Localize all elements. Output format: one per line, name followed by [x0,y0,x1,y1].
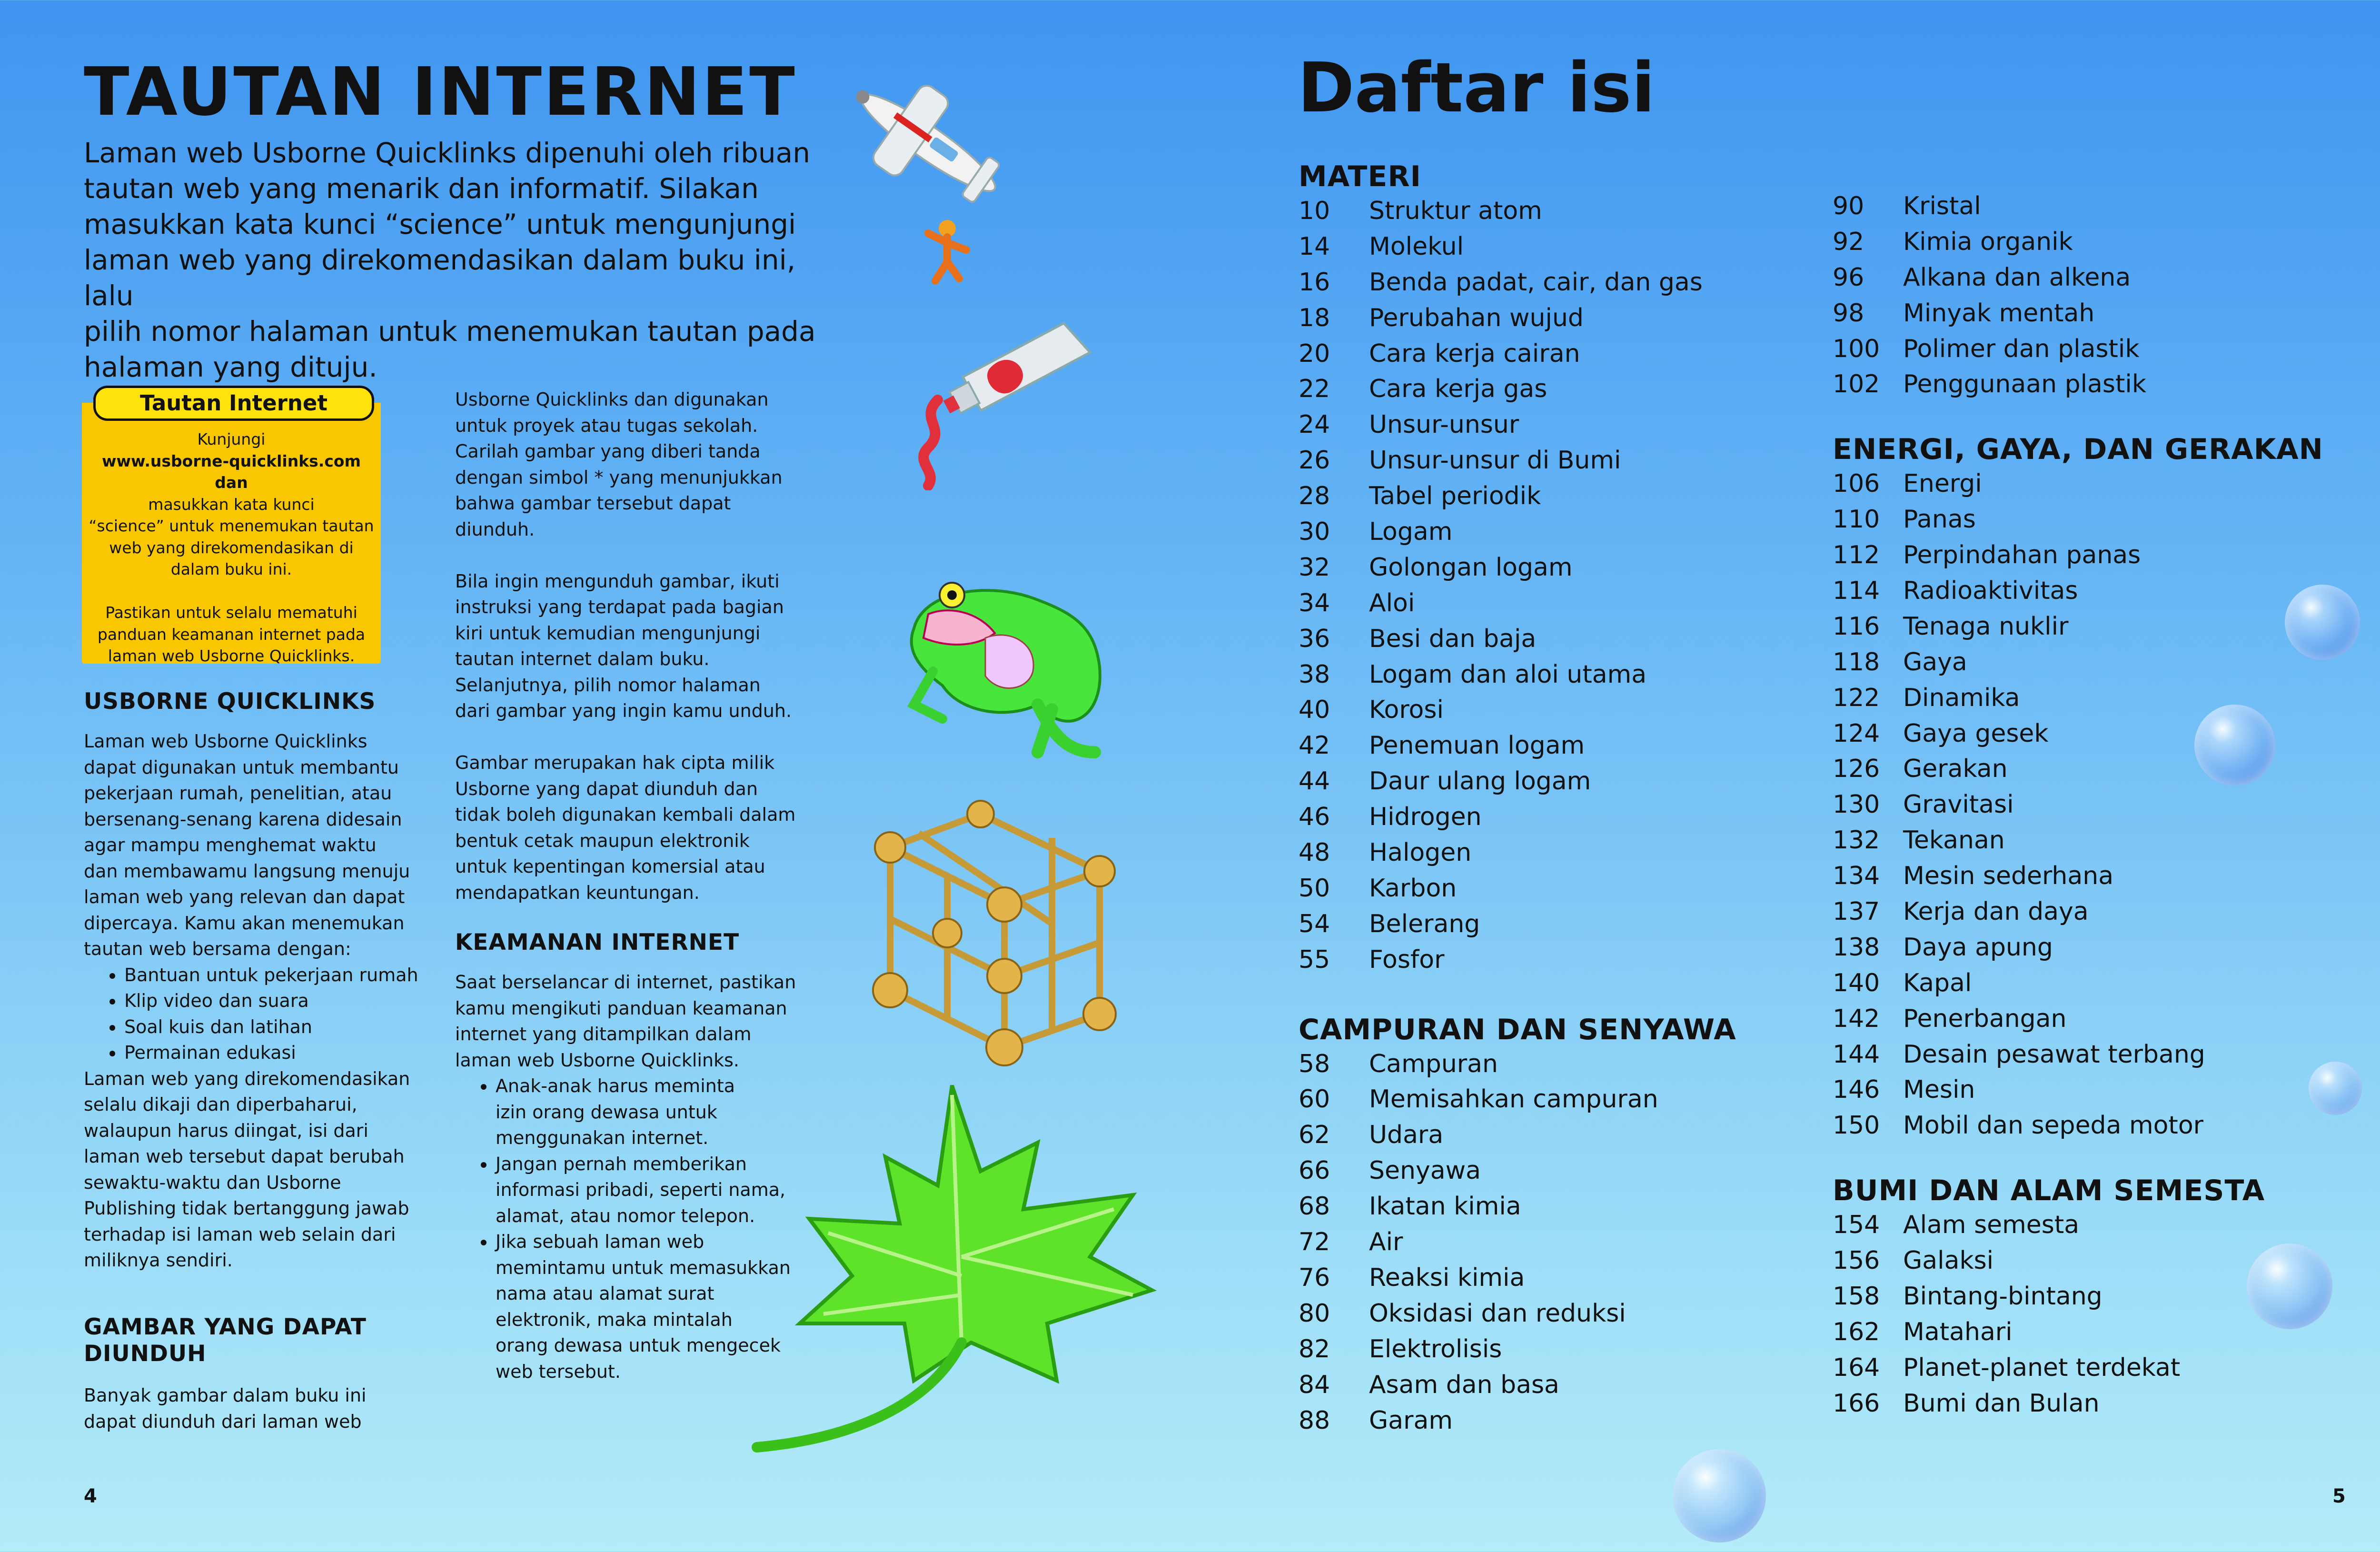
toc-entry[interactable] [1299,1117,1803,1153]
body-line: dipercaya. Kamu akan menemukan [84,912,405,934]
heading-line: GAMBAR YANG DAPAT [84,1314,367,1340]
toc-entry-title: Gaya [1903,647,1967,677]
toc-entry[interactable] [1833,1001,2356,1037]
toc-page-number: 162 [1833,1317,1880,1346]
toc-page-number: 62 [1299,1121,1330,1150]
toc-entry-title: Galaksi [1903,1246,1994,1275]
toc-page-number: 55 [1299,945,1330,974]
toc-entry[interactable] [1833,1279,2356,1314]
toc-entry-title: Planet-planet terdekat [1903,1353,2181,1382]
toc-entry-title: Kristal [1903,192,1981,220]
toc-page-number: 66 [1299,1156,1330,1185]
toc-page-number: 98 [1833,298,1864,328]
body-line: tidak boleh digunakan kembali dalam [455,804,796,825]
toc-page-number: 46 [1299,803,1330,832]
toc-entry-title: Tabel periodik [1369,482,1541,511]
toc-entry-title: Kimia organik [1903,227,2073,256]
toc-entry[interactable] [1833,466,2356,502]
toc-entry-title: Logam [1369,517,1453,547]
toc-entry[interactable] [1833,537,2356,573]
list-item: • Bantuan untuk pekerjaan rumah [124,962,426,988]
toc-page-number: 124 [1833,719,1880,748]
toc-entry-title: Reaksi kimia [1369,1263,1525,1292]
list-item: • Jika sebuah laman web memintamu untuk memasukkan nama atau alamat surat elektronik, maka mintalah orang dewasa untuk mengecek web tersebut. [495,1229,817,1384]
left-page-title: TAUTAN INTERNET [84,53,797,131]
toc-entry-title: Asam dan basa [1369,1370,1559,1399]
toc-page-number: 142 [1833,1004,1880,1033]
toc-page-number: 140 [1833,968,1880,997]
toc-section-heading: MATERI [1299,160,1421,193]
toc-entry[interactable] [1299,265,1803,300]
right-page-number: 5 [2332,1485,2346,1507]
toc-entry[interactable] [1299,799,1803,835]
toc-page-number: 156 [1833,1246,1880,1275]
glue-tube-illustration [909,300,1119,490]
toc-page-number: 137 [1833,897,1880,926]
airplane-illustration [828,43,1028,243]
toc-entry-title: Daur ulang logam [1369,767,1591,796]
toc-entry-title: Energi [1903,469,1982,498]
toc-page-number: 102 [1833,370,1880,399]
toc-page-number: 158 [1833,1282,1880,1311]
box-line: panduan keamanan internet pada [97,625,366,644]
safety-heading: KEAMANAN INTERNET [455,929,740,955]
intro-line: laman web yang direkomendasikan dalam buku ini, lalu [84,244,796,312]
toc-page-number: 96 [1833,263,1864,292]
toc-entry[interactable] [1833,680,2356,716]
body-line: miliknya sendiri. [84,1250,233,1271]
toc-page-number: 118 [1833,647,1880,677]
toc-page-number: 130 [1833,790,1880,819]
toc-entry[interactable] [1299,371,1803,407]
toc-page-number: 72 [1299,1228,1330,1257]
body-line: untuk kepentingan komersial atau [455,856,765,877]
toc-entry[interactable] [1299,1403,1803,1439]
toc-page-number: 14 [1299,232,1330,261]
list-item: • Anak-anak harus meminta izin orang dewasa untuk menggunakan internet. [495,1073,817,1151]
toc-entry[interactable] [1299,871,1803,906]
toc-entry-title: Benda padat, cair, dan gas [1369,268,1703,297]
toc-entry[interactable] [1299,514,1803,550]
toc-page-number: 16 [1299,268,1330,297]
toc-entry[interactable] [1833,1386,2356,1422]
toc-entry[interactable] [1299,336,1803,372]
toc-entry[interactable] [1299,728,1803,764]
toc-entry-title: Penemuan logam [1369,731,1585,760]
toc-entry-title: Korosi [1369,696,1444,725]
quicklinks-heading: USBORNE QUICKLINKS [84,688,376,715]
toc-entry[interactable] [1833,930,2356,965]
toc-entry[interactable] [1299,764,1803,799]
toc-entry-title: Belerang [1369,909,1480,938]
toc-page-number: 144 [1833,1040,1880,1069]
toc-entry-title: Unsur-unsur di Bumi [1369,446,1621,475]
toc-entry-title: Memisahkan campuran [1369,1085,1658,1114]
toc-page-number: 10 [1299,197,1330,225]
body-line: laman web Usborne Quicklinks. [455,1049,739,1071]
toc-entry-title: Perubahan wujud [1369,303,1584,332]
toc-entry[interactable] [1833,965,2356,1001]
toc-list [1833,1207,2356,1421]
toc-page-number: 146 [1833,1075,1880,1104]
toc-entry[interactable] [1299,550,1803,586]
toc-entry[interactable] [1833,1207,2356,1243]
list-item: • Klip video dan suara [124,988,426,1014]
toc-entry-title: Gaya gesek [1903,719,2049,748]
toc-entry[interactable] [1833,609,2356,645]
toc-page-number: 50 [1299,874,1330,903]
toc-entry[interactable] [1833,260,2356,296]
toc-entry[interactable] [1299,1046,1803,1082]
toc-entry-title: Halogen [1369,838,1472,867]
toc-page-number: 48 [1299,838,1330,867]
body-line: laman web tersebut dapat berubah [84,1146,405,1167]
toc-entry-title: Senyawa [1369,1156,1481,1185]
toc-entry[interactable] [1299,193,1803,229]
toc-entry[interactable] [1833,1072,2356,1108]
body-line: agar mampu menghemat waktu [84,835,377,856]
toc-entry-title: Polimer dan plastik [1903,334,2140,363]
body-line: internet yang ditampilkan dalam [455,1024,752,1045]
toc-entry-title: Mobil dan sepeda motor [1903,1111,2204,1140]
toc-entry-title: Daya apung [1903,933,2053,962]
body-line: Saat berselancar di internet, pastikan [455,972,796,993]
toc-entry-title: Ikatan kimia [1369,1192,1521,1221]
toc-entry-title: Mesin [1903,1075,1975,1104]
toc-entry-title: Penerbangan [1903,1004,2067,1033]
box-line [89,580,374,602]
body-line: pekerjaan rumah, penelitian, atau [84,783,392,804]
toc-entry-title: Karbon [1369,874,1457,903]
body-line: untuk proyek atau tugas sekolah. [455,415,758,436]
list-item: • Jangan pernah memberikan informasi pribadi, seperti nama, alamat, atau nomor telepon. [495,1151,817,1229]
toc-entry[interactable] [1833,296,2356,331]
toc-entry[interactable] [1833,894,2356,930]
download-body-continued [455,387,798,905]
toc-entry[interactable] [1833,502,2356,537]
toc-entry-title: Besi dan baja [1369,624,1537,653]
body-line: walaupun harus diingat, isi dari [84,1120,368,1141]
toc-page-number: 68 [1299,1192,1330,1221]
toc-entry[interactable] [1299,1260,1803,1296]
left-page-number: 4 [84,1485,97,1507]
toc-page-number: 44 [1299,767,1330,796]
toc-list [1833,189,2356,402]
toc-entry-title: Molekul [1369,232,1464,261]
toc-entry[interactable] [1299,443,1803,478]
toc-page-number: 30 [1299,517,1330,547]
toc-entry-title: Gravitasi [1903,790,2014,819]
quicklinks-body [84,728,426,1273]
toc-entry[interactable] [1299,906,1803,942]
body-line: dan membawamu langsung menuju [84,860,410,882]
toc-page-number: 154 [1833,1211,1880,1240]
body-line: Publishing tidak bertanggung jawab [84,1198,409,1219]
toc-page-number: 40 [1299,696,1330,725]
toc-entry-title: Tekanan [1903,826,2005,855]
toc-entry-title: Radioaktivitas [1903,577,2078,606]
toc-entry[interactable] [1299,407,1803,443]
toc-entry-title: Aloi [1369,588,1415,617]
toc-entry[interactable] [1299,657,1803,693]
toc-entry-title: Logam dan aloi utama [1369,660,1647,689]
box-line: “science” untuk menemukan tautan [89,517,374,535]
body-line: Bila ingin mengunduh gambar, ikuti [455,570,780,592]
toc-entry[interactable] [1833,1108,2356,1144]
toc-entry[interactable] [1833,224,2356,260]
heading-line: DIUNDUH [84,1341,207,1367]
toc-section-heading: ENERGI, GAYA, DAN GERAKAN [1833,433,2323,467]
toc-page-number: 36 [1299,624,1330,653]
toc-entry[interactable] [1299,835,1803,871]
toc-entry-title: Cara kerja cairan [1369,339,1580,368]
body-line: dengan simbol * yang menunjukkan [455,467,783,488]
intro-paragraph [84,135,826,385]
body-line: Carilah gambar yang diberi tanda [455,441,761,462]
toc-entry[interactable] [1833,1037,2356,1073]
frog-illustration [895,562,1123,762]
body-line: diunduh. [455,518,535,540]
body-line: Usborne yang dapat diunduh dan [455,778,758,799]
body-line: bahwa gambar tersebut dapat [455,493,731,514]
toc-entry-title: Air [1369,1228,1403,1257]
toc-entry[interactable] [1833,1350,2356,1386]
box-line: masukkan kata kunci [148,495,315,514]
toc-page-number: 18 [1299,303,1330,332]
toc-page-number: 54 [1299,909,1330,938]
toc-page-number: 126 [1833,755,1880,784]
body-line: laman web yang relevan dan dapat [84,886,405,907]
box-line: Kunjungi [197,430,266,448]
toc-entry-title: Mesin sederhana [1903,862,2114,891]
toc-entry[interactable] [1833,367,2356,402]
toc-entry-title: Campuran [1369,1049,1498,1078]
toc-entry-title: Udara [1369,1121,1444,1150]
toc-page-number: 84 [1299,1370,1330,1399]
toc-entry[interactable] [1833,1243,2356,1279]
box-line: laman web Usborne Quicklinks. [108,647,355,665]
toc-page-number: 32 [1299,553,1330,582]
bubble-decoration [1673,1449,1766,1542]
toc-page-number: 90 [1833,192,1864,220]
toc-entry[interactable] [1299,1082,1803,1117]
toc-entry-title: Fosfor [1369,945,1445,974]
toc-page-number: 122 [1833,683,1880,712]
body-line: kamu mengikuti panduan keamanan [455,997,787,1019]
download-body [84,1383,426,1434]
toc-entry-title: Hidrogen [1369,803,1482,832]
toc-entry[interactable] [1299,586,1803,621]
body-line: sewaktu-waktu dan Usborne [84,1172,341,1193]
box-line: Pastikan untuk selalu mematuhi [105,603,357,622]
toc-entry[interactable] [1833,331,2356,367]
toc-entry-title: Garam [1369,1406,1453,1435]
toc-page-number: 114 [1833,577,1880,606]
toc-column-2 [1833,189,2356,1422]
toc-entry-title: Gerakan [1903,755,2008,784]
toc-entry[interactable] [1299,229,1803,265]
toc-page-number: 28 [1299,482,1330,511]
toc-entry[interactable] [1833,573,2356,609]
toc-entry[interactable] [1833,645,2356,680]
figure-illustration [919,214,976,286]
toc-page-number: 80 [1299,1299,1330,1328]
toc-page-number: 112 [1833,541,1880,570]
toc-page-number: 58 [1299,1049,1330,1078]
body-line: dari gambar yang ingin kamu unduh. [455,700,792,721]
toc-entry[interactable] [1299,1296,1803,1332]
toc-entry-title: Oksidasi dan reduksi [1369,1299,1626,1328]
toc-page-number: 34 [1299,588,1330,617]
list-item: • Soal kuis dan latihan [124,1014,426,1040]
toc-page-number: 42 [1299,731,1330,760]
toc-page-number: 38 [1299,660,1330,689]
toc-page-number: 92 [1833,227,1864,256]
toc-entry-title: Cara kerja gas [1369,375,1547,404]
toc-entry-title: Penggunaan plastik [1903,370,2146,399]
toc-page-number: 166 [1833,1389,1880,1418]
toc-entry-title: Panas [1903,505,1976,534]
toc-page-number: 132 [1833,826,1880,855]
toc-page-number: 100 [1833,334,1880,363]
toc-list [1299,1046,1803,1439]
toc-page-number: 110 [1833,505,1880,534]
toc-page-number: 88 [1299,1406,1330,1435]
toc-page-number: 22 [1299,375,1330,404]
toc-entry-title: Kapal [1903,968,1972,997]
toc-page-number: 82 [1299,1334,1330,1363]
body-line: bentuk cetak maupun elektronik [455,830,750,851]
toc-entry-title: Struktur atom [1369,197,1542,225]
internet-links-box-title: Tautan Internet [93,386,374,421]
toc-entry-title: Desain pesawat terbang [1903,1040,2205,1069]
toc-entry[interactable] [1299,621,1803,657]
internet-links-box-text [89,428,374,667]
toc-entry-title: Tenaga nuklir [1903,612,2069,641]
body-line: terhadap isi laman web selain dari [84,1224,396,1245]
toc-entry-title: Minyak mentah [1903,298,2095,328]
body-line: tautan web bersama dengan: [84,938,351,959]
toc-entry[interactable] [1299,1367,1803,1403]
box-line: dalam buku ini. [170,560,292,578]
toc-page-number: 106 [1833,469,1880,498]
maple-leaf-illustration [743,1076,1171,1466]
toc-page-number: 20 [1299,339,1330,368]
body-line: selalu dikaji dan diperbaharui, [84,1094,357,1115]
intro-line: Laman web Usborne Quicklinks dipenuhi oleh ribuan [84,137,810,169]
intro-line: halaman yang dituju. [84,351,377,383]
toc-entry[interactable] [1299,1332,1803,1367]
toc-entry[interactable] [1299,692,1803,728]
toc-entry[interactable] [1833,189,2356,224]
toc-entry[interactable] [1833,751,2356,787]
body-line: Laman web Usborne Quicklinks [84,731,367,752]
toc-entry[interactable] [1833,823,2356,858]
toc-entry-title: Dinamika [1903,683,2020,712]
download-heading [84,1314,367,1367]
quicklinks-url-link[interactable] [89,450,374,494]
toc-entry[interactable] [1299,478,1803,514]
toc-entry-title: Bumi dan Bulan [1903,1389,2100,1418]
body-line: Gambar merupakan hak cipta milik [455,752,775,773]
quicklinks-bullets [84,962,426,1066]
toc-page-number: 150 [1833,1111,1880,1140]
toc-entry-title: Unsur-unsur [1369,410,1519,439]
toc-entry-title: Kerja dan daya [1903,897,2089,926]
body-line: mendapatkan keuntungan. [455,882,700,903]
toc-column-1 [1299,160,1803,1438]
toc-list [1833,466,2356,1144]
toc-page-number: 134 [1833,862,1880,891]
toc-entry[interactable] [1299,300,1803,336]
toc-entry[interactable] [1299,1153,1803,1189]
toc-section-heading: BUMI DAN ALAM SEMESTA [1833,1174,2265,1208]
toc-section-heading: CAMPURAN DAN SENYAWA [1299,1013,1736,1046]
body-line: instruksi yang terdapat pada bagian [455,597,784,617]
toc-entry[interactable] [1833,858,2356,894]
toc-entry-title: Alkana dan alkena [1903,263,2131,292]
toc-entry-title: Bintang-bintang [1903,1282,2102,1311]
toc-entry-title: Perpindahan panas [1903,541,2141,570]
toc-list [1299,193,1803,978]
right-page-title: Daftar isi [1298,48,1655,128]
toc-entry[interactable] [1299,942,1803,978]
box-line: web yang direkomendasikan di [109,538,354,557]
intro-line: masukkan kata kunci “science” untuk mengunjungi [84,208,796,240]
toc-entry-title: Matahari [1903,1317,2013,1346]
toc-page-number: 60 [1299,1085,1330,1114]
toc-entry[interactable] [1299,1189,1803,1224]
body-line: dapat digunakan untuk membantu [84,756,399,778]
toc-entry[interactable] [1299,1224,1803,1260]
toc-page-number: 24 [1299,410,1330,439]
toc-entry[interactable] [1833,787,2356,823]
toc-page-number: 164 [1833,1353,1880,1382]
body-line: tautan internet dalam buku. [455,648,710,669]
body-line: kiri untuk kemudian mengunjungi [455,622,761,644]
body-line: Banyak gambar dalam buku ini [84,1385,367,1406]
toc-page-number: 138 [1833,933,1880,962]
toc-page-number: 26 [1299,446,1330,475]
toc-entry-title: Elektrolisis [1369,1334,1502,1363]
intro-line: pilih nomor halaman untuk menemukan tautan pada [84,315,816,348]
body-line: dapat diunduh dari laman web [84,1411,362,1432]
toc-entry-title: Alam semesta [1903,1211,2080,1240]
list-item: • Permainan edukasi [124,1040,426,1066]
body-line: bersenang-senang karena didesain [84,808,402,830]
intro-line: tautan web yang menarik dan informatif. Silakan [84,172,759,205]
body-line: Selanjutnya, pilih nomor halaman [455,674,761,696]
crystal-lattice-illustration [862,800,1128,1066]
box-line[interactable]: www.usborne-quicklinks.com dan [102,451,361,492]
toc-entry[interactable] [1833,1314,2356,1350]
body-line: Laman web yang direkomendasikan [84,1068,410,1089]
body-line: Usborne Quicklinks dan digunakan [455,389,769,410]
toc-page-number: 116 [1833,612,1880,641]
toc-entry[interactable] [1833,716,2356,752]
toc-page-number: 76 [1299,1263,1330,1292]
toc-entry-title: Golongan logam [1369,553,1573,582]
